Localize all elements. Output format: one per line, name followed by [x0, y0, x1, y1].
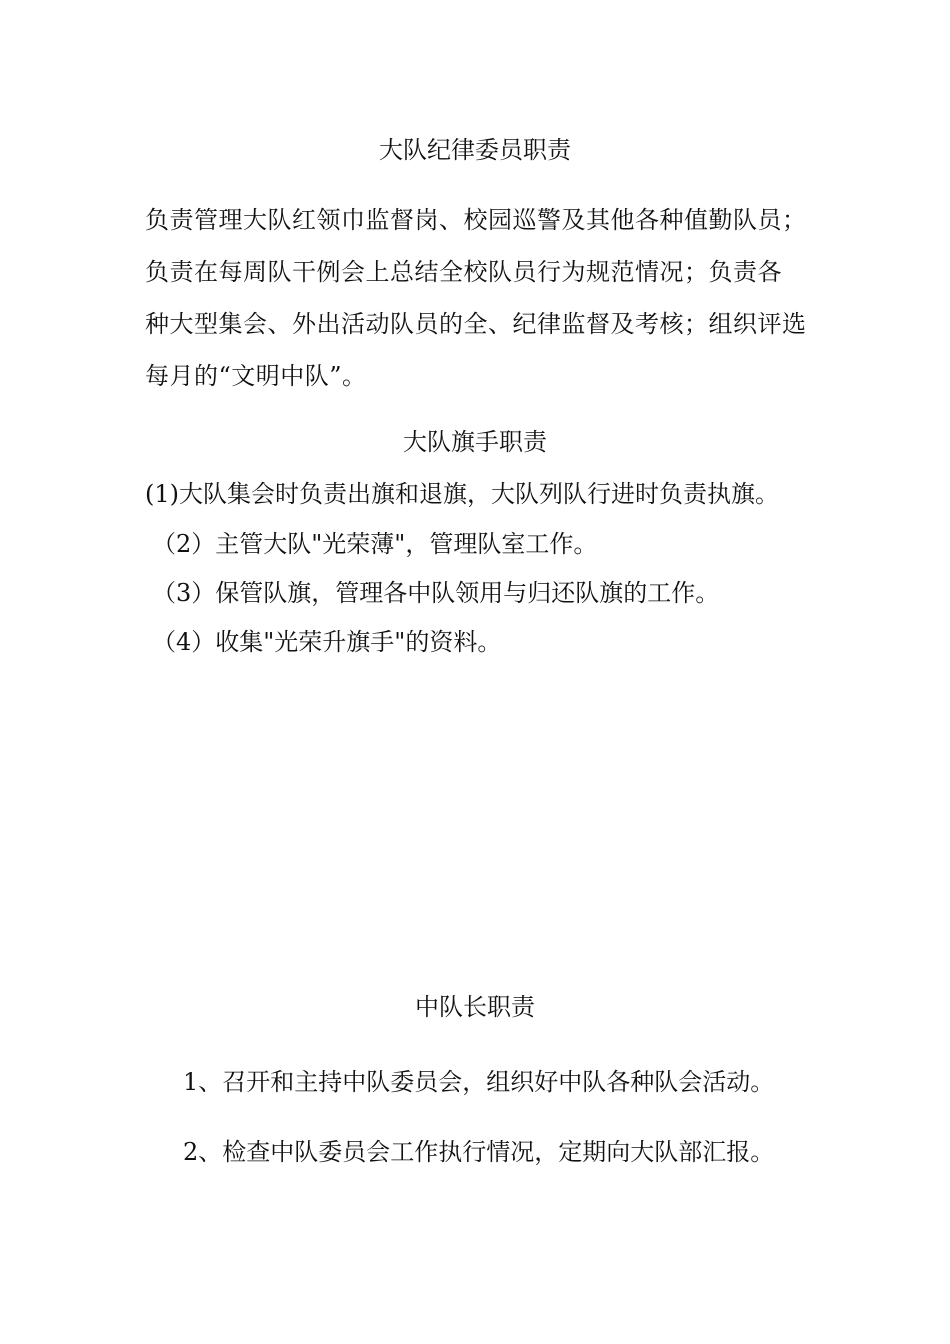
- paragraph-line: 负责管理大队红领巾监督岗、校园巡警及其他各种值勤队员；: [145, 206, 807, 234]
- squad-duty-item-1: 1、召开和主持中队委员会，组织好中队各种队会活动。: [183, 1068, 775, 1096]
- discipline-duties-paragraph: [145, 194, 815, 402]
- flag-duty-item-1: (1)大队集会时负责出旗和退旗，大队列队行进时负责执旗。: [145, 480, 779, 508]
- squad-duty-item-2: 2、检查中队委员会工作执行情况，定期向大队部汇报。: [183, 1138, 775, 1166]
- section-title-flag-bearer: 大队旗手职责: [403, 428, 547, 456]
- section-title-discipline: 大队纪律委员职责: [379, 136, 571, 164]
- paragraph-line: 种大型集会、外出活动队员的全、纪律监督及考核；组织评选: [145, 310, 807, 338]
- section-title-squad-leader: 中队长职责: [415, 993, 535, 1021]
- flag-duty-item-3: （3）保管队旗，管理各中队领用与归还队旗的工作。: [152, 579, 720, 607]
- paragraph-line: 每月的“文明中队”。: [145, 362, 367, 390]
- flag-duty-item-4: （4）收集"光荣升旗手"的资料。: [152, 628, 502, 656]
- flag-duty-item-2: （2）主管大队"光荣薄"，管理队室工作。: [152, 530, 598, 558]
- paragraph-line: 负责在每周队干例会上总结全校队员行为规范情况；负责各: [145, 258, 782, 286]
